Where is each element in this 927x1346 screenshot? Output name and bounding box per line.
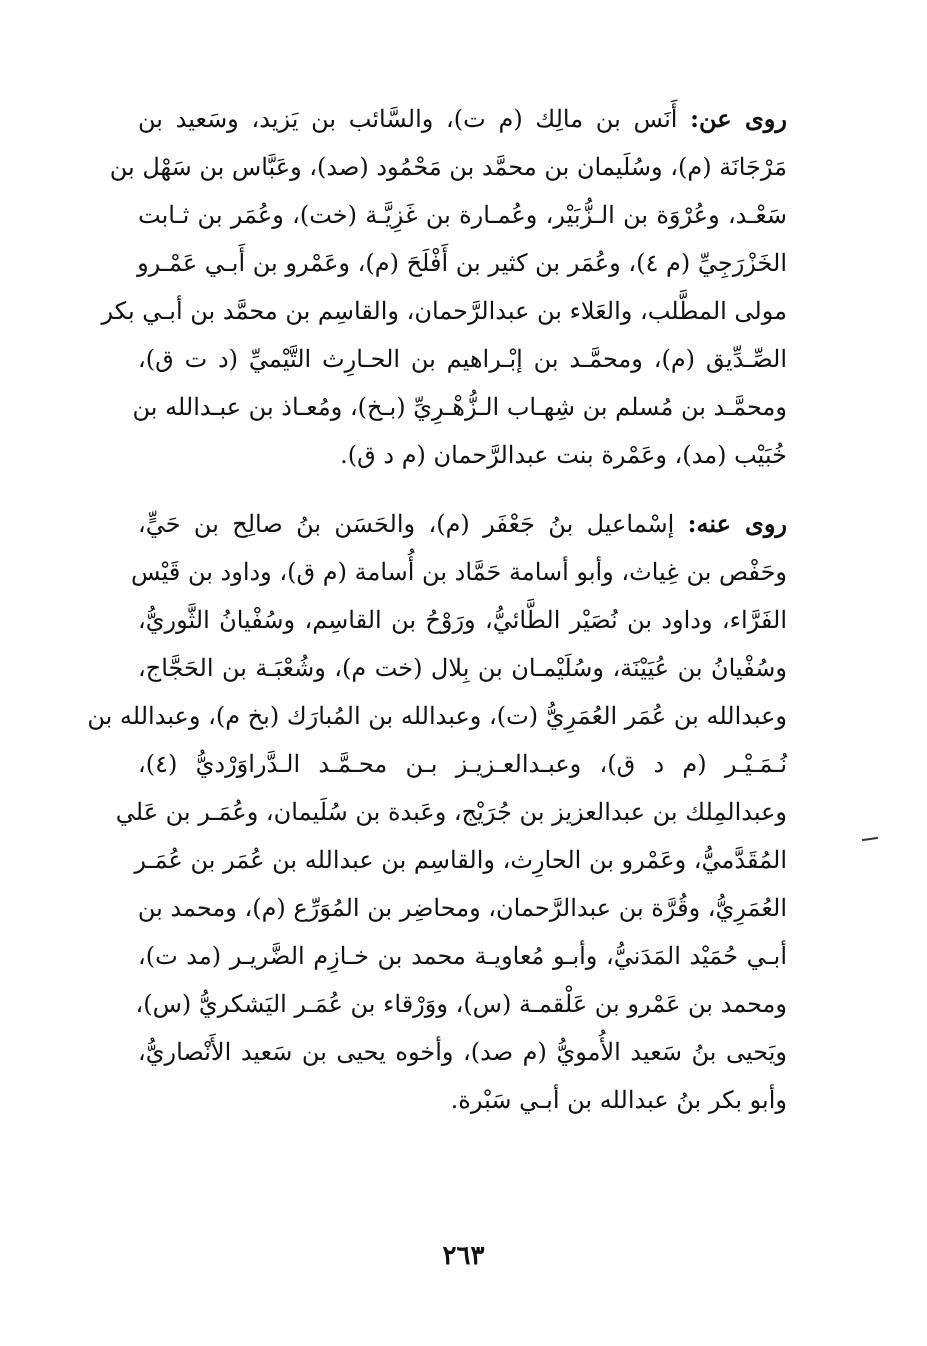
text-line: الصِّـدِّيق (م)، ومحمَّـد بن إبْـراهيم بن الحـارِث التَّيْميِّ (د ت ق)، — [138, 345, 787, 373]
section-heading: روى عنه: — [687, 509, 788, 538]
section-heading: روى عن: — [690, 104, 787, 133]
text-line: نُـمَـيْـر (م د ق)، وعبـدالعـزيـز بـن محـمَّـد الـدَّراوَرْديُّ (٤)، — [138, 750, 787, 778]
text-line: وعبدالمِلك بن عبدالعزيز بن جُرَيْج، وعَبدة بن سُلَيمان، وعُمَـر بن عَلي — [115, 798, 787, 826]
text-line: ويَحيى بنُ سَعيد الأُمويُّ (م صد)، وأخوه يحيى بن سَعيد الأَنْصاريُّ، — [138, 1038, 787, 1066]
text-line: سَعْـد، وعُرْوَة بن الـزُّبَيْر، وعُمـارة بن غَزِيَّـة (خت)، وعُمَر بن ثـابت — [138, 201, 787, 229]
text-line: الفَرَّاء، وداود بن نُصَيْر الطَّائيُّ، ورَوْحُ بن القاسِم، وسُفْيانُ الثَّوريُّ، — [138, 606, 787, 634]
margin-mark — [862, 837, 878, 841]
text-line: وسُفْيانُ بن عُيَيْنَة، وسُلَيْمـان بن بِلال (خت م)، وشُعْبَـة بن الحَجَّاج، — [138, 654, 787, 682]
text-line: وعبدالله بن عُمَر العُمَرِيُّ (ت)، وعبدالله بن المُبارَك (بخ م)، وعبدالله بن — [87, 702, 787, 730]
text-line: وحَفْص بن غِياث، وأبو أسامة حَمَّاد بن أُسامة (م ق)، وداود بن قَيْس — [131, 558, 787, 586]
line-text: إسْماعيل بنُ جَعْفَر (م)، والحَسَن بنُ صالِح بن حَيٍّ، — [138, 510, 675, 538]
text-line: ومحمد بن عَمْرو بن عَلْقمـة (س)، ووَرْقاء بن عُمَـر اليَشكريُّ (س)، — [135, 990, 787, 1018]
text-line — [138, 95, 787, 143]
text-line: خُبَيْب (مد)، وعَمْرة بنت عبدالرَّحمان (م د ق). — [340, 441, 787, 469]
text-line — [138, 500, 787, 548]
section-narrated-by — [87, 500, 788, 1140]
text-line: مولى المطَّلب، والعَلاء بن عبدالرَّحمان، والقاسِم بن محمَّد بن أبـي بكر — [101, 297, 787, 325]
text-line: مَرْجَانَة (م)، وسُلَيمان بن محمَّد بن مَحْمُود (صد)، وعَبَّاس بن سَهْل بن — [109, 153, 787, 181]
page-number: ٢٦٣ — [442, 1241, 485, 1271]
text-line: الخَزْرَجِيِّ (م ٤)، وعُمَر بن كثير بن أَفْلَحَ (م)، وعَمْرو بن أَبـي عَمْـرو — [137, 249, 787, 277]
text-line: المُقَدَّميُّ، وعَمْرو بن الحارِث، والقاسِم بن عبدالله بن عُمَر بن عُمَـر — [134, 846, 787, 874]
line-text: أَنَس بن مالِك (م ت)، والسَّائب بن يَزيد، وسَعيد بن — [138, 105, 678, 133]
text-line: وأبو بكر بنُ عبدالله بن أبـي سَبْرة. — [450, 1086, 787, 1114]
section-narrated-from — [101, 95, 787, 479]
text-line: ومحمَّـد بن مُسلم بن شِهـاب الـزُّهْـرِيِّ (بـخ)، ومُعـاذ بن عبـدالله بن — [132, 393, 787, 421]
text-line: أبـي حُمَيْد المَدَنيُّ، وأبـو مُعاويـة محمد بن خـازِم الضَّريـر (مد ت)، — [138, 942, 787, 970]
text-line: العُمَرِيُّ، وقُرَّة بن عبدالرَّحمان، ومحاضِر بن المُوَرِّع (م)، ومحمد بن — [137, 894, 787, 922]
